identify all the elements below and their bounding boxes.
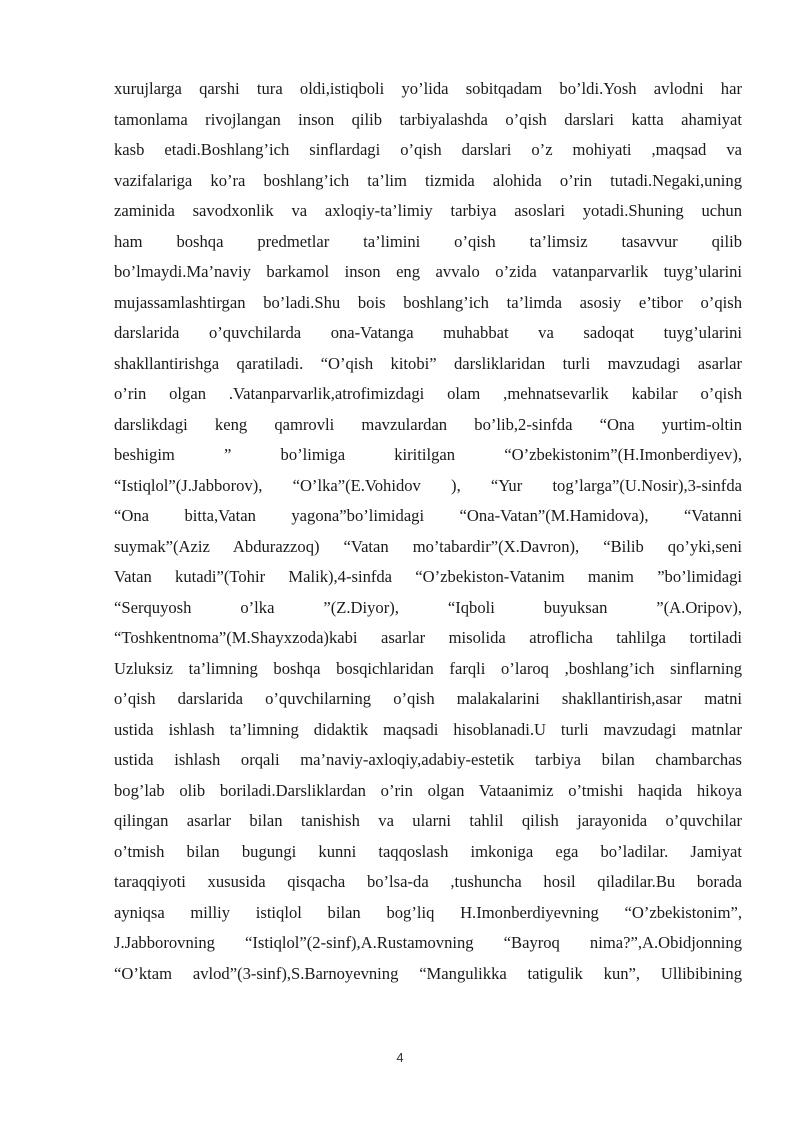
text-line: o’tmish bilan bugungi kunni taqqoslash imkoniga ega bo’ladilar. Jamiyat [114, 841, 742, 861]
text-line: zaminida savodxonlik va axloqiy-ta’limiy tarbiya asoslari yotadi.Shuning uchun [114, 201, 742, 220]
text-line: o’rin olgan .Vatanparvarlik,atrofimizdagi olam ,mehnatsevarlik kabilar o’qish [114, 384, 742, 403]
text-line: suymak”(Aziz Abdurazzoq) “Vatan mo’tabardir”(X.Davron), “Bilib qo’yki,seni [114, 536, 742, 556]
text-line: qilingan asarlar bilan tanishish va ularni tahlil qilish jarayonida o’quvchilar [114, 811, 742, 830]
text-line: ustida ishlash orqali ma’naviy-axloqiy,adabiy-estetik tarbiya bilan chambarchas [114, 750, 742, 769]
text-line: “Toshkentnoma”(M.Shayxzoda)kabi asarlar misolida atroflicha tahlilga tortiladi [114, 628, 742, 647]
text-line: Vatan kutadi”(Tohir Malik),4-sinfda “O’zbekiston-Vatanim manim ”bo’limidagi [114, 567, 742, 586]
text-line: tamonlama rivojlangan inson qilib tarbiyalashda o’qish darslari katta ahamiyat [114, 109, 742, 129]
text-line: beshigim ” bo’limiga kiritilgan “O’zbekistonim”(H.Imonberdiyev), [114, 445, 742, 464]
text-line: shakllantirishga qaratiladi. “O’qish kitobi” darsliklaridan turli mavzudagi asarlar [114, 353, 742, 373]
text-line: mujassamlashtirgan bo’ladi.Shu bois boshlang’ich ta’limda asosiy e’tibor o’qish [114, 292, 742, 312]
text-line: bog’lab olib boriladi.Darsliklardan o’rin olgan Vataanimiz o’tmishi haqida hikoya [114, 780, 742, 800]
text-line: “O’ktam avlod”(3-sinf),S.Barnoyevning “Mangulikka tatigulik kun”, Ullibibining [114, 963, 742, 983]
text-line: o’qish darslarida o’quvchilarning o’qish malakalarini shakllantirish,asar matni [114, 689, 742, 708]
text-line: darslikdagi keng qamrovli mavzulardan bo’lib,2-sinfda “Ona yurtim-oltin [114, 414, 742, 434]
text-line: “Istiqlol”(J.Jabborov), “O’lka”(E.Vohidov ), “Yur tog’larga”(U.Nosir),3-sinfda [114, 475, 742, 495]
text-line: “Ona bitta,Vatan yagona”bo’limidagi “Ona-Vatan”(M.Hamidova), “Vatanni [114, 506, 742, 525]
text-line: “Serquyosh o’lka ”(Z.Diyor), “Iqboli buyuksan ”(A.Oripov), [114, 597, 742, 617]
text-line: ayniqsa milliy istiqlol bilan bog’liq H.Imonberdiyevning “O’zbekistonim”, [114, 902, 742, 922]
text-line: Uzluksiz ta’limning boshqa bosqichlaridan farqli o’laroq ,boshlang’ich sinflarning [114, 658, 742, 678]
document-body [114, 74, 742, 989]
text-line: ustida ishlash ta’limning didaktik maqsadi hisoblanadi.U turli mavzudagi matnlar [114, 719, 742, 739]
text-line: vazifalariga ko’ra boshlang’ich ta’lim tizmida alohida o’rin tutadi.Negaki,uning [114, 170, 742, 190]
text-line: bo’lmaydi.Ma’naviy barkamol inson eng avvalo o’zida vatanparvarlik tuyg’ularini [114, 262, 742, 281]
text-line: ham boshqa predmetlar ta’limini o’qish ta’limsiz tasavvur qilib [114, 231, 742, 251]
text-line: kasb etadi.Boshlang’ich sinflardagi o’qish darslari o’z mohiyati ,maqsad va [114, 140, 742, 159]
page-number: 4 [396, 1050, 404, 1065]
text-line: darslarida o’quvchilarda ona-Vatanga muhabbat va sadoqat tuyg’ularini [114, 323, 742, 342]
text-line: taraqqiyoti xususida qisqacha bo’lsa-da ,tushuncha hosil qiladilar.Bu borada [114, 872, 742, 891]
text-line: xurujlarga qarshi tura oldi,istiqboli yo’lida sobitqadam bo’ldi.Yosh avlodni har [114, 79, 742, 98]
text-line: J.Jabborovning “Istiqlol”(2-sinf),A.Rustamovning “Bayroq nima?”,A.Obidjonning [114, 933, 742, 952]
